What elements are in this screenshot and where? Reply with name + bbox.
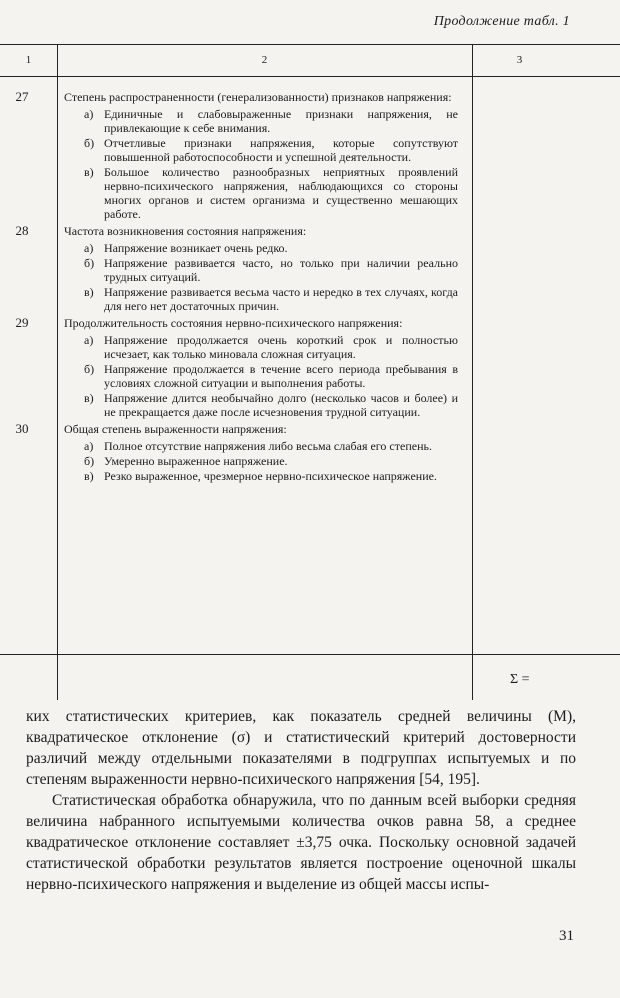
option-text: Напряжение развивается весьма часто и нередко в тех случаях, когда для него нет достаточных причин. (104, 285, 458, 313)
option-letter: в) (84, 391, 94, 405)
table-header-rule (0, 76, 620, 77)
answer-option (84, 285, 458, 313)
answer-option (84, 333, 458, 361)
option-text: Полное отсутствие напряжения либо весьма слабая его степень. (104, 439, 432, 453)
table-row (0, 90, 472, 221)
answer-option (84, 256, 458, 284)
row-number: 28 (15, 223, 29, 238)
option-letter: б) (84, 136, 95, 150)
answer-options (64, 107, 472, 221)
option-text: Большое количество разнообразных неприятных проявлений нервно-психического напряжения, наблюдающихся со стороны многих органов и систем организма и существенно мешающих работе. (104, 165, 458, 221)
option-letter: в) (84, 165, 94, 179)
column-header-3: 3 (516, 54, 523, 66)
row-question: Общая степень выраженности напряжения: (64, 422, 287, 436)
table-top-rule (0, 44, 620, 45)
answer-options (64, 439, 472, 483)
table-body (0, 90, 472, 486)
option-letter: в) (84, 469, 94, 483)
table-caption: Продолжение табл. 1 (433, 14, 570, 29)
answer-option (84, 439, 458, 453)
answer-options (64, 333, 472, 419)
column-header-1: 1 (25, 54, 32, 66)
option-text: Напряжение длится необычайно долго (несколько часов и более) и не прекращается даже после исчезновения трудной ситуации. (104, 391, 458, 419)
answer-option (84, 362, 458, 390)
option-text: Единичные и слабовыраженные признаки напряжения, не привлекающие к себе внимания. (104, 107, 458, 135)
answer-option (84, 136, 458, 164)
option-letter: в) (84, 285, 94, 299)
option-text: Умеренно выраженное напряжение. (104, 454, 288, 468)
body-text (26, 706, 576, 895)
option-letter: б) (84, 362, 95, 376)
option-letter: а) (84, 107, 94, 121)
row-question: Степень распространенности (генерализованности) признаков напряжения: (64, 90, 452, 104)
table-row (0, 224, 472, 313)
option-letter: а) (84, 241, 94, 255)
paragraph: ких статистических критериев, как показатель средней величины (М), квадратическое отклонение (σ) и статистический критерий достоверности различий между отдельными показателями в подгруппах испытуемых и по степеням выраженности нервно-психического напряжения [54, 195]. (26, 708, 576, 788)
row-number: 30 (15, 421, 29, 436)
option-text: Резко выраженное, чрезмерное нервно-психическое напряжение. (104, 469, 437, 483)
column-header-2: 2 (261, 54, 268, 66)
row-number: 27 (15, 89, 29, 104)
option-text: Напряжение продолжается в течение всего периода пребывания в условиях сложной ситуации и выполнения работы. (104, 362, 458, 390)
option-letter: б) (84, 256, 95, 270)
option-text: Напряжение продолжается очень короткий срок и полностью исчезает, как только миновала сложная ситуация. (104, 333, 458, 361)
answer-option (84, 469, 458, 483)
answer-option (84, 241, 458, 255)
answer-options (64, 241, 472, 313)
table-row (0, 422, 472, 483)
row-question: Продолжительность состояния нервно-психического напряжения: (64, 316, 403, 330)
option-letter: а) (84, 439, 94, 453)
answer-option (84, 107, 458, 135)
paragraph: Статистическая обработка обнаружила, что по данным всей выборки средняя величина набранного испытуемыми количества очков равна 58, а среднее квадратическое отклонение составляет ±3,75 очка. Поскольку основной задачей статистической обработки результатов является построение оценочной шкалы нервно-психического напряжения и выделение из общей массы испы- (26, 792, 576, 893)
option-letter: а) (84, 333, 94, 347)
page-number: 31 (559, 928, 574, 944)
option-letter: б) (84, 454, 95, 468)
option-text: Отчетливые признаки напряжения, которые сопутствуют повышенной работоспособности и успешной деятельности. (104, 136, 458, 164)
row-number: 29 (15, 315, 29, 330)
table-bottom-rule (0, 654, 620, 655)
option-text: Напряжение развивается часто, но только при наличии реально трудных ситуаций. (104, 256, 458, 284)
row-question: Частота возникновения состояния напряжения: (64, 224, 307, 238)
table-row (0, 316, 472, 419)
column-divider-2 (472, 44, 473, 700)
questionnaire-table (0, 44, 620, 700)
sum-label: Σ = (510, 672, 530, 687)
answer-option (84, 391, 458, 419)
option-text: Напряжение возникает очень редко. (104, 241, 288, 255)
answer-option (84, 165, 458, 221)
answer-option (84, 454, 458, 468)
